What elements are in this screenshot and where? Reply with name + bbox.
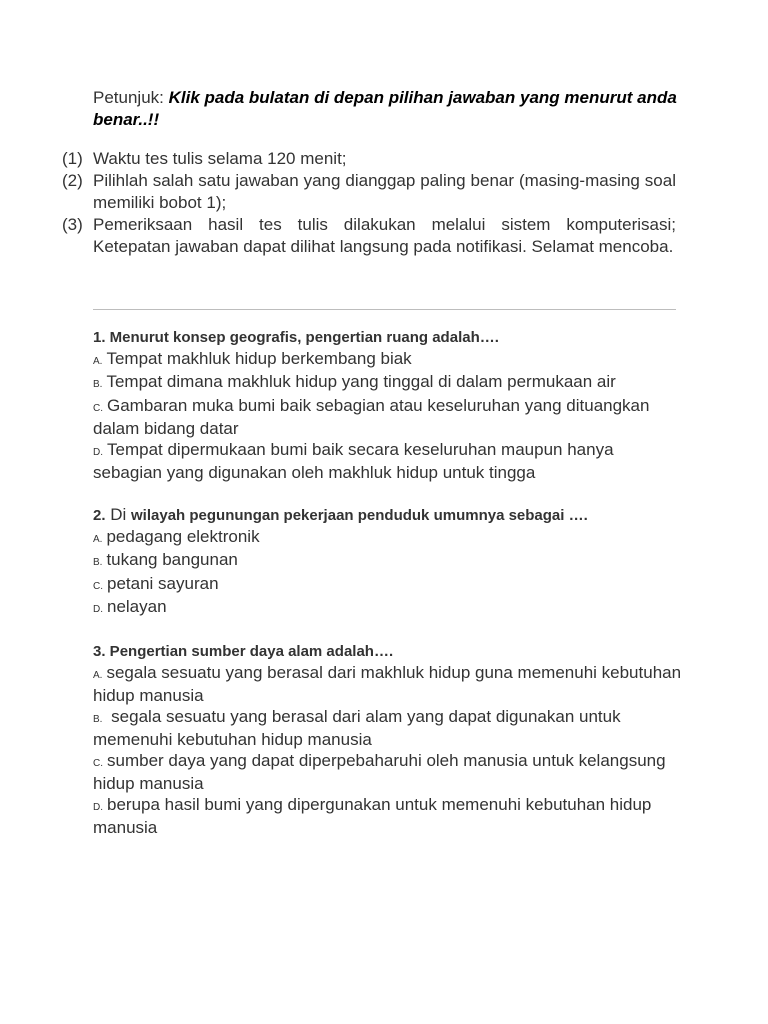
option-c[interactable] xyxy=(93,751,683,795)
option-text: pedagang elektronik xyxy=(106,526,260,546)
question-title xyxy=(93,328,683,349)
option-letter: D. xyxy=(93,604,103,615)
rule-number: (2) xyxy=(62,171,83,190)
rules-list xyxy=(62,148,676,258)
option-letter: D. xyxy=(93,446,103,458)
option-text: Tempat makhluk hidup berkembang biak xyxy=(106,348,412,368)
rule-item xyxy=(62,170,676,214)
option-b[interactable] xyxy=(93,707,683,751)
option-a[interactable] xyxy=(93,349,683,373)
option-text: sumber daya yang dapat diperpebaharuhi oleh manusia untuk kelangsung hidup manusia xyxy=(93,750,666,793)
option-letter: D. xyxy=(93,801,103,813)
option-letter: C. xyxy=(93,757,103,769)
question-number: 2. xyxy=(93,507,106,524)
option-text: Gambaran muka bumi baik sebagian atau keseluruhan yang dituangkan dalam bidang datar xyxy=(93,395,650,438)
question-text: Menurut konsep geografis, pengertian ruang adalah…. xyxy=(105,329,499,346)
question-title xyxy=(93,642,683,663)
option-text: segala sesuatu yang berasal dari makhluk hidup guna memenuhi kebutuhan hidup manusia xyxy=(93,662,682,705)
question-text: Pengertian sumber daya alam adalah…. xyxy=(105,643,394,660)
question-3 xyxy=(93,642,683,839)
option-text: Tempat dipermukaan bumi baik secara keseluruhan maupun hanya sebagian yang digunakan oleh makhluk hidup untuk tingga xyxy=(93,439,614,482)
instructions xyxy=(93,87,683,131)
option-a[interactable] xyxy=(93,663,683,707)
rule-text: Pemeriksaan hasil tes tulis dilakukan melalui sistem komputerisasi; Ketepatan jawaban dapat dilihat langsung pada notifikasi. Selamat mencoba. xyxy=(93,215,676,256)
option-letter: A. xyxy=(93,669,103,681)
option-text: petani sayuran xyxy=(107,573,219,593)
option-letter: B. xyxy=(93,713,103,725)
option-a[interactable] xyxy=(93,527,683,551)
option-letter: A. xyxy=(93,533,103,545)
divider xyxy=(93,309,676,310)
option-letter: A. xyxy=(93,355,103,367)
question-2 xyxy=(93,505,683,621)
instructions-label: Petunjuk: xyxy=(93,88,169,107)
option-c[interactable] xyxy=(93,396,683,440)
option-b[interactable] xyxy=(93,550,683,574)
question-text: wilayah pegunungan pekerjaan penduduk umumnya sebagai …. xyxy=(131,507,588,524)
rule-item xyxy=(62,148,676,170)
question-number: 3. xyxy=(93,643,106,660)
option-text: tukang bangunan xyxy=(106,550,238,569)
rule-text: Waktu tes tulis selama 120 menit; xyxy=(93,149,347,168)
option-letter: C. xyxy=(93,402,103,414)
option-d[interactable] xyxy=(93,795,683,839)
option-b[interactable] xyxy=(93,372,683,396)
option-text: Tempat dimana makhluk hidup yang tinggal di dalam permukaan air xyxy=(106,372,616,391)
rule-number: (3) xyxy=(62,215,83,234)
option-d[interactable] xyxy=(93,597,683,621)
option-letter: B. xyxy=(93,379,103,390)
question-title xyxy=(93,505,683,527)
question-1 xyxy=(93,328,683,484)
instructions-emphasis: Klik pada bulatan di depan pilihan jawaban yang menurut anda benar..!! xyxy=(93,88,677,129)
option-letter: C. xyxy=(93,580,103,592)
rule-number: (1) xyxy=(62,149,83,168)
rule-text: Pilihlah salah satu jawaban yang dianggap paling benar (masing-masing soal memiliki bobot 1); xyxy=(93,171,676,212)
rule-item xyxy=(62,214,676,258)
option-d[interactable] xyxy=(93,440,683,484)
option-text: berupa hasil bumi yang dipergunakan untuk memenuhi kebutuhan hidup manusia xyxy=(93,794,652,837)
option-text: nelayan xyxy=(107,597,167,616)
option-letter: B. xyxy=(93,557,103,568)
option-text: segala sesuatu yang berasal dari alam yang dapat digunakan untuk memenuhi kebutuhan hidup manusia xyxy=(93,706,621,749)
question-number: 1. xyxy=(93,329,106,346)
question-prefix: Di xyxy=(105,505,132,524)
option-c[interactable] xyxy=(93,574,683,598)
